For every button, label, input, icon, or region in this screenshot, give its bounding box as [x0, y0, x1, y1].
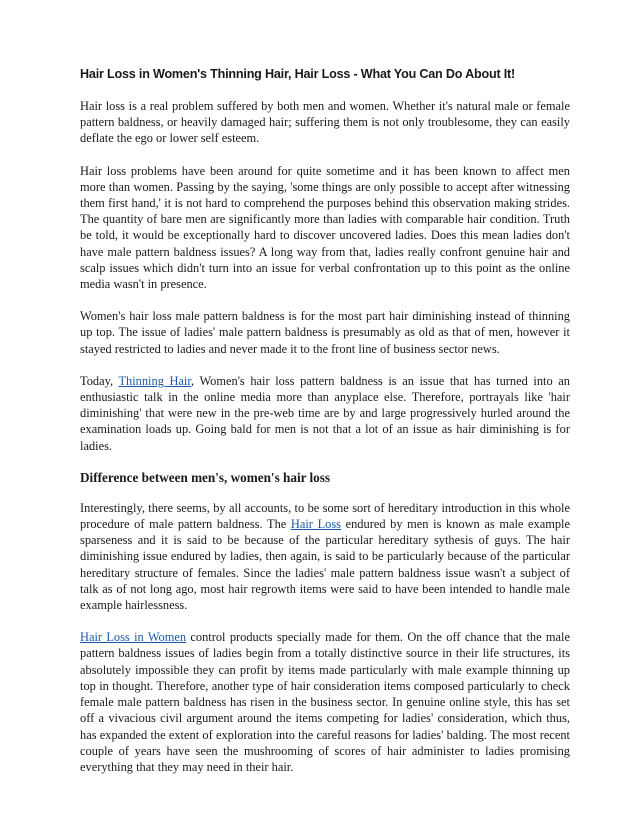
thinning-hair-link[interactable]: Thinning Hair: [118, 373, 191, 388]
paragraph-difference-body: endured by men is known as male example sparseness and it is said to be because of the particular hereditary sythesis of guys. The hair diminishing issue endured by ladies, then again, is said to be particularly because of the particular hereditary structure of females. Since the ladies' male pattern baldness issue wasn't a subject of talk as of not long ago, most hair regrowth items were said to have been intended to handle male example hairlessness.: [80, 517, 571, 613]
paragraph-products-body: control products specially made for them. On the off chance that the male pattern baldness issues of ladies begin from a totally distinctive source in their life structures, its absolutely impossible they can profit by items made particularly with male example thinning up top in thought. Therefore, another type of hair consideration items composed particularly to check female male pattern baldness has risen in the business sector. In genuine online style, this has set off a vivacious civil argument around the items competing for ladies' consideration, which thus, has expanded the extent of exploration into the careful reasons for ladies' balding. The most recent couple of years have seen the mushrooming of scores of hair administer to ladies promising everything that they may need in their hair.: [80, 630, 570, 774]
paragraph-womens-hair-loss: Women's hair loss male pattern baldness is for the most part hair diminishing instead of thinning up top. The issue of ladies' male pattern baldness is presumably as old as that of men, however it stayed restricted to ladies and never made it to the front line of business sector news.: [80, 309, 570, 356]
paragraph-products: [80, 629, 570, 775]
paragraph-intro: Hair loss is a real problem suffered by both men and women. Whether it's natural male or female pattern baldness, or heavily damaged hair; suffering them is not only troublesome, they can easily deflate the ego or lower self esteem.: [80, 99, 570, 146]
document-page: [80, 66, 570, 791]
paragraph-today: [80, 373, 570, 454]
paragraph-difference-lead: Interestingly, there seems, by all accounts, to be some sort of hereditary introduction in this whole procedure of male pattern baldness. The: [80, 500, 570, 532]
document-title: Hair Loss in Women's Thinning Hair, Hair Loss - What You Can Do About It!: [80, 67, 516, 81]
hair-loss-link[interactable]: Hair Loss: [290, 517, 341, 532]
paragraph-today-body: , Women's hair loss pattern baldness is an issue that has turned into an enthusiastic talk in the online media more than anyplace else. Therefore, portrayals like 'hair diminishing' that were new in the pre-web time are by and large progressively hurled around the examination loads up. Going bald for men is not that a lot of an issue as hair diminishing is for ladies.: [80, 373, 570, 453]
paragraph-difference: [80, 500, 570, 613]
paragraph-today-lead: Today,: [80, 373, 119, 388]
hair-loss-in-women-link[interactable]: Hair Loss in Women: [80, 630, 187, 645]
section-heading-difference: Difference between men's, women's hair loss: [80, 469, 331, 485]
paragraph-history: Hair loss problems have been around for quite sometime and it has been known to affect men more than women. Passing by the saying, 'some things are only possible to accept after witnessing them first hand,' it is not hard to comprehend the purposes behind this observation making strides. The quantity of bare men are significantly more than ladies with comparable hair condition. Truth be told, it would be exceptionally hard to discover uncovered ladies. Does this mean ladies don't have male pattern baldness issues? A long way from that, ladies really confront genuine hair and scalp issues which didn't turn into an issue for verbal confrontation up to this point as the online media wasn't in presence.: [80, 163, 570, 292]
